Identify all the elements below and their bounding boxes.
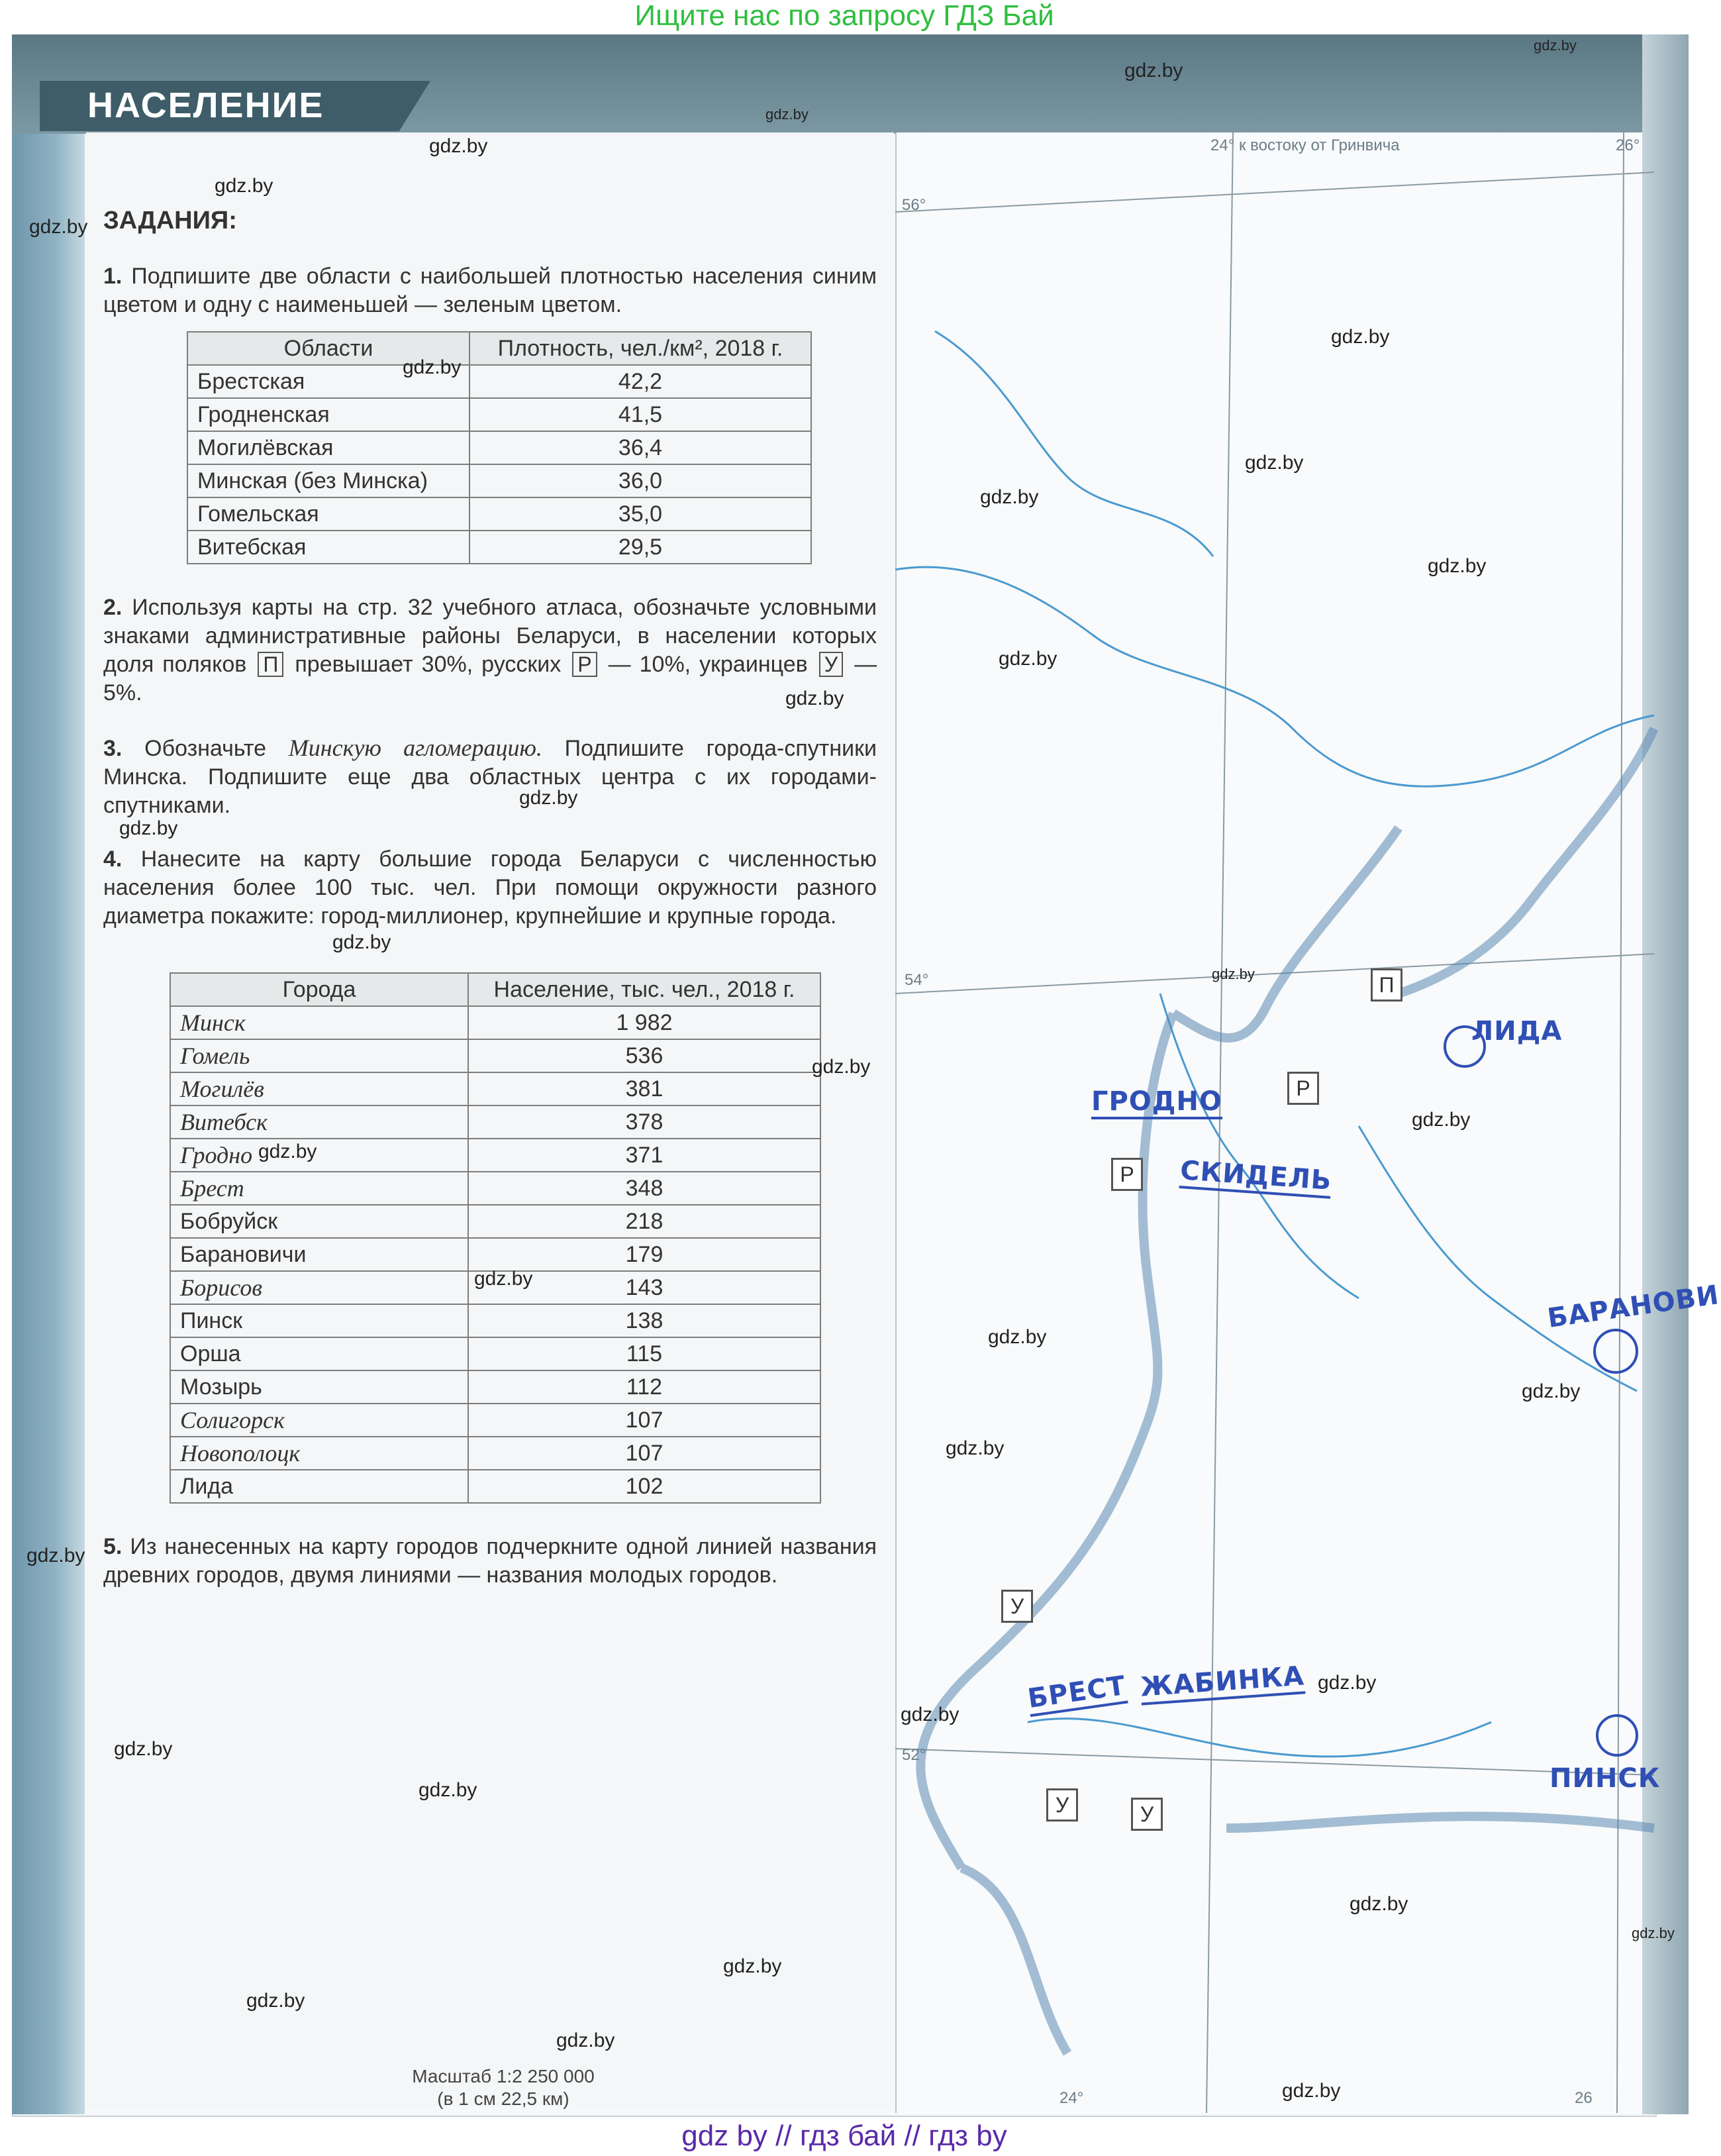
task-number: 2. [103, 595, 123, 620]
watermark: gdz.by [332, 931, 391, 953]
lat-52-label: 52° [902, 1746, 926, 1764]
table-row [170, 1039, 820, 1072]
table-row [170, 1337, 820, 1370]
map-symbol-poles: П [1371, 968, 1402, 1001]
value-cell: 112 [468, 1370, 820, 1404]
table-row [170, 1105, 820, 1139]
watermark: gdz.by [418, 1779, 477, 1801]
watermark: gdz.by [1331, 326, 1390, 348]
watermark: gdz.by [980, 486, 1039, 508]
region-cell: Витебская [187, 531, 469, 564]
table-row [170, 1404, 820, 1437]
region-cell: Брестская [187, 365, 469, 398]
handwritten-pinsk: ПИНСК [1549, 1763, 1661, 1794]
watermark: gdz.by [258, 1141, 317, 1162]
watermark: gdz.by [429, 135, 488, 157]
task-number: 5. [103, 1534, 123, 1559]
watermark: gdz.by [999, 648, 1057, 670]
lon-26-label: 26° [1616, 136, 1640, 154]
table-row [170, 1205, 820, 1238]
task-4 [103, 845, 877, 931]
density-table [187, 331, 812, 564]
scale-note: (в 1 см 22,5 км) [437, 2088, 569, 2109]
value-cell: 143 [468, 1271, 820, 1304]
table-row [187, 431, 811, 464]
watermark: gdz.by [723, 1955, 782, 1977]
watermark: gdz.by [1428, 555, 1487, 577]
handwritten-grodno: ГРОДНО [1091, 1086, 1222, 1119]
table-row [187, 531, 811, 564]
value-cell: 1 982 [468, 1006, 820, 1039]
baranovichi-circle [1595, 1330, 1637, 1372]
task-text: превышает 30%, русских [295, 652, 562, 677]
task-number: 3. [103, 736, 123, 761]
task-text: — 5%. [103, 652, 877, 705]
city-cell: Минск [170, 1006, 468, 1039]
city-cell: Бобруйск [170, 1205, 468, 1238]
city-cell: Барановичи [170, 1238, 468, 1271]
map-symbol-ukrainians: У [1046, 1788, 1078, 1822]
city-cell: Пинск [170, 1304, 468, 1337]
border-segment [1173, 828, 1399, 1038]
watermark: gdz.by [1245, 452, 1304, 474]
table-row [170, 1470, 820, 1503]
city-cell: Могилёв [170, 1072, 468, 1105]
top-banner[interactable]: Ищите нас по запросу ГДЗ Бай [634, 0, 1054, 32]
pinsk-circle [1597, 1716, 1637, 1755]
task-3 [103, 734, 877, 820]
task-text: Из нанесенных на карту городов подчеркните одной линией названия древних городов, двумя линиями — названия молодых городов. [103, 1534, 877, 1588]
table-row [170, 1172, 820, 1205]
task-text: — 10%, украинцев [608, 652, 808, 677]
ukrainians-symbol: У [819, 652, 843, 677]
map-symbol-ukrainians: У [1131, 1798, 1163, 1831]
river-tributary [1160, 994, 1359, 1298]
column-header: Области [187, 332, 469, 365]
map-symbol-russians: Р [1287, 1072, 1319, 1105]
watermark: gdz.by [1212, 966, 1255, 982]
task-text: Подпишите две области с наибольшей плотностью населения синим цветом и одну с наименьшей — зеленым цветом. [103, 264, 877, 317]
lat-56-label: 56° [902, 196, 926, 214]
watermark: gdz.by [1534, 37, 1577, 54]
task-text: Используя карты на стр. 32 учебного атласа, обозначьте условными знаками административные районы Беларуси, в населении которых доля поляков [103, 595, 877, 677]
watermark: gdz.by [988, 1326, 1047, 1348]
task-5 [103, 1533, 877, 1590]
table-row [187, 497, 811, 531]
lat-54-label: 54° [905, 971, 929, 989]
region-cell: Могилёвская [187, 431, 469, 464]
watermark: gdz.by [556, 2029, 615, 2051]
river-tributary [935, 331, 1213, 556]
watermark: gdz.by [765, 106, 809, 123]
river-mukhavets [1028, 1719, 1491, 1757]
task-text: Нанесите на карту большие города Беларуси с численностью населения более 100 тыс. чел. При помощи окружности разного диаметра покажите: город-миллионер, крупнейшие и крупные города. [103, 847, 877, 929]
handwritten-skidel: СКИДЕЛЬ [1179, 1155, 1333, 1199]
russians-symbol: Р [572, 652, 597, 677]
handwritten-baranovichi: БАРАНОВИ [1546, 1280, 1721, 1334]
cities-table [170, 972, 821, 1504]
table-row [187, 464, 811, 497]
task-number: 1. [103, 264, 123, 289]
map-symbol-ukrainians: У [1001, 1590, 1033, 1623]
watermark: gdz.by [215, 175, 273, 197]
value-cell: 36,4 [469, 431, 811, 464]
table-row [170, 1072, 820, 1105]
value-cell: 179 [468, 1238, 820, 1271]
longitude-label: 24° к востоку от Гринвича [1210, 136, 1400, 154]
value-cell: 41,5 [469, 398, 811, 431]
map-symbol-russians: Р [1111, 1158, 1143, 1191]
tasks-heading: ЗАДАНИЯ: [103, 207, 237, 234]
section-title: НАСЕЛЕНИЕ [87, 85, 324, 125]
city-cell: Орша [170, 1337, 468, 1370]
watermark: gdz.by [901, 1704, 959, 1725]
watermark: gdz.by [26, 1545, 85, 1566]
city-cell: Брест [170, 1172, 468, 1205]
city-cell: Гродно [170, 1139, 468, 1172]
city-cell: Новополоцк [170, 1437, 468, 1470]
watermark: gdz.by [812, 1056, 871, 1078]
watermark: gdz.by [1522, 1380, 1581, 1402]
border-segment [961, 1868, 1067, 2053]
column-header: Плотность, чел./км², 2018 г. [469, 332, 811, 365]
city-cell: Борисов [170, 1271, 468, 1304]
table-row [170, 1370, 820, 1404]
map-scale [371, 2065, 636, 2110]
table-header-row [187, 332, 811, 365]
region-cell: Минская (без Минска) [187, 464, 469, 497]
watermark: gdz.by [519, 787, 578, 809]
handwritten-zhabinka: ЖАБИНКА [1140, 1661, 1306, 1705]
region-cell: Гродненская [187, 398, 469, 431]
value-cell: 378 [468, 1105, 820, 1139]
city-cell: Мозырь [170, 1370, 468, 1404]
value-cell: 42,2 [469, 365, 811, 398]
task-text: Подпишите города-спутники Минска. Подпишите еще два областных центра с их городами-спутниками. [103, 736, 877, 818]
contour-map [895, 132, 1654, 2113]
handwritten-lida: ЛИДА [1471, 1016, 1563, 1047]
watermark: gdz.by [246, 1990, 305, 2012]
handwritten-brest: БРЕСТ [1026, 1670, 1128, 1717]
value-cell: 138 [468, 1304, 820, 1337]
city-cell: Гомель [170, 1039, 468, 1072]
table-row [187, 398, 811, 431]
parallel-56 [895, 172, 1654, 212]
meridian-26 [1617, 132, 1624, 2113]
region-cell: Гомельская [187, 497, 469, 531]
value-cell: 29,5 [469, 531, 811, 564]
watermark: gdz.by [474, 1268, 533, 1290]
scale-ratio: Масштаб 1:2 250 000 [412, 2066, 595, 2086]
watermark: gdz.by [119, 817, 178, 839]
bottom-banner[interactable]: gdz by // гдз бай // гдз by [681, 2120, 1007, 2152]
value-cell: 36,0 [469, 464, 811, 497]
watermark: gdz.by [785, 688, 844, 709]
table-row [170, 1304, 820, 1337]
watermark: gdz.by [946, 1437, 1005, 1459]
column-header: Города [170, 973, 468, 1006]
task-2 [103, 593, 877, 707]
watermark: gdz.by [114, 1738, 173, 1760]
watermark: gdz.by [1318, 1672, 1377, 1694]
value-cell: 381 [468, 1072, 820, 1105]
watermark: gdz.by [29, 216, 88, 238]
watermark: gdz.by [1282, 2080, 1341, 2102]
city-cell: Солигорск [170, 1404, 468, 1437]
river-neman [895, 567, 1654, 786]
page-edge-strip [12, 34, 88, 2114]
value-cell: 35,0 [469, 497, 811, 531]
table-row [170, 1238, 820, 1271]
city-cell: Лида [170, 1470, 468, 1503]
value-cell: 107 [468, 1437, 820, 1470]
watermark: gdz.by [1632, 1925, 1675, 1941]
value-cell: 218 [468, 1205, 820, 1238]
table-row [170, 1006, 820, 1039]
table-header-row [170, 973, 820, 1006]
city-cell: Витебск [170, 1105, 468, 1139]
value-cell: 115 [468, 1337, 820, 1370]
watermark: gdz.by [1350, 1893, 1408, 1915]
table-row [187, 365, 811, 398]
task-italic-term: Минскую агломерацию. [288, 735, 542, 761]
border-segment [1226, 1816, 1654, 1828]
column-header: Население, тыс. чел., 2018 г. [468, 973, 820, 1006]
lon-24-bottom-label: 24° [1059, 2089, 1084, 2107]
value-cell: 102 [468, 1470, 820, 1503]
value-cell: 536 [468, 1039, 820, 1072]
poles-symbol: П [258, 652, 283, 677]
lon-26-bottom-label: 26 [1575, 2089, 1593, 2107]
value-cell: 371 [468, 1139, 820, 1172]
table-row [170, 1437, 820, 1470]
watermark: gdz.by [1124, 60, 1183, 81]
watermark: gdz.by [403, 356, 462, 378]
task-number: 4. [103, 847, 123, 872]
watermark: gdz.by [1412, 1109, 1471, 1131]
value-cell: 348 [468, 1172, 820, 1205]
task-text: Обозначьте [144, 736, 267, 761]
task-1 [103, 262, 877, 319]
value-cell: 107 [468, 1404, 820, 1437]
